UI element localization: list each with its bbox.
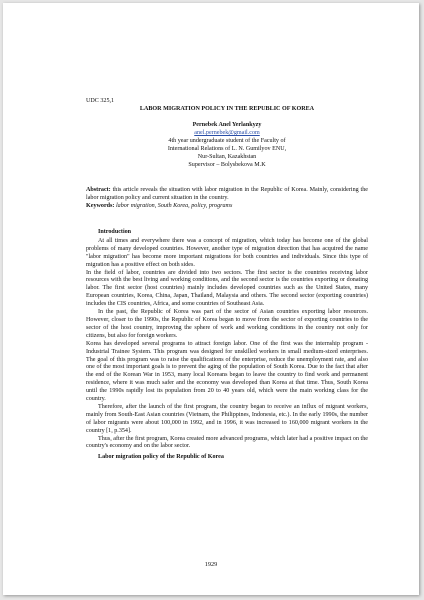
intro-heading: Introduction	[98, 229, 132, 235]
author-block	[86, 122, 368, 169]
supervisor: Supervisor – Bolysbekova M.K	[188, 161, 266, 168]
paragraph: In the field of labor, countries are divided into two sectors. The first sector is the countries receiving labor resources with the best living and working conditions, and the second sector is the countries exporting or donating labor. The first sector (host countries) mainly includes developed countries such as the United States, many European countries, Korea, China, Japan, Thailand, Malaysia and others. The second sector (exporting countries) includes the CIS countries, Africa, and some countries of Southeast Asia.	[86, 269, 368, 308]
paragraph: At all times and everywhere there was a concept of migration, which today has become one of the global problems of many developed countries. However, another type of migration direction that has acquired the name "labor migration" has become more important migrations for both countries and individuals. Since this type of migration has a positive effect on both sides.	[86, 237, 368, 268]
abstract-text: this article reveals the situation with labor migration in the Republic of Korea. Mainly, considering the labor migration policy and current situation in the country.	[86, 187, 368, 201]
abstract	[86, 187, 368, 203]
body-text	[86, 229, 368, 462]
abstract-label: Abstract:	[86, 187, 111, 193]
author-city: Nur-Sultan, Kazakhstan	[197, 153, 257, 160]
paragraph: Thus, after the first program, Korea created more advanced programs, which later had a positive impact on the country's economy and on the labor sector.	[86, 435, 368, 450]
paragraph: Therefore, after the launch of the first program, the country began to receive an influx of migrant workers, mainly from South-East Asian countries (Vietnam, the Philippines, Indonesia, etc.). In the early 1990s, the number of labor migrants were about 100,000 in 1992, and in 1996, it was increased to 160,000 migrant workers in the country [1, p.354].	[86, 403, 368, 434]
header-block	[86, 98, 368, 114]
page-number: 1929	[204, 561, 218, 568]
document-page	[3, 3, 419, 595]
keywords-text: labor migration, South Korea, policy, programs	[114, 202, 233, 209]
author-affiliation-1: 4th year undergraduate student of the Faculty of	[168, 137, 286, 144]
abstract-block	[86, 187, 368, 211]
author-email-link[interactable]: anel.pernebek@gmail.com	[194, 129, 260, 136]
paragraph: Korea has developed several programs to attract foreign labor. One of the first was the internship program - Industrial Trainee System. This program was designed for unskilled workers in small medium-sized enterprises. The goal of this program was to raise the qualifications of the enterprise, reduce the unemployment rate, and also one of the most important goals is to prevent the aging of the population of South Korea. Due to the fact that after the end of the Korean War in 1953, many local Koreans began to leave the country to find work and permanent residence, where it was much safer and the economy was developed than Korea at that time. Thus, South Korea until the 1990s rapidly lost its population from 20 to 40 years old, which were the main working class for the country.	[86, 340, 368, 403]
section-heading: Labor migration policy of the Republic of Korea	[98, 454, 224, 461]
keywords	[86, 203, 368, 211]
author-affiliation-2: International Relations of L. N. Gumilyov ENU,	[167, 145, 287, 152]
paragraph: In the past, the Republic of Korea was part of the sector of Asian countries exporting labor resources. However, closer to the 1990s, the Republic of Korea began to move from the sector of exporting countries to the sector of the host country, improving the sphere of work and working conditions in the country not only for citizens, but also for foreign workers.	[86, 309, 368, 339]
keywords-label: Keywords:	[86, 202, 115, 209]
author-name: Pernebek Anel Yerlankyzy	[192, 122, 262, 128]
udc-code: UDC 325,1	[86, 98, 115, 104]
paper-title: LABOR MIGRATION POLICY IN THE REPUBLIC OF KOREA	[139, 105, 315, 112]
